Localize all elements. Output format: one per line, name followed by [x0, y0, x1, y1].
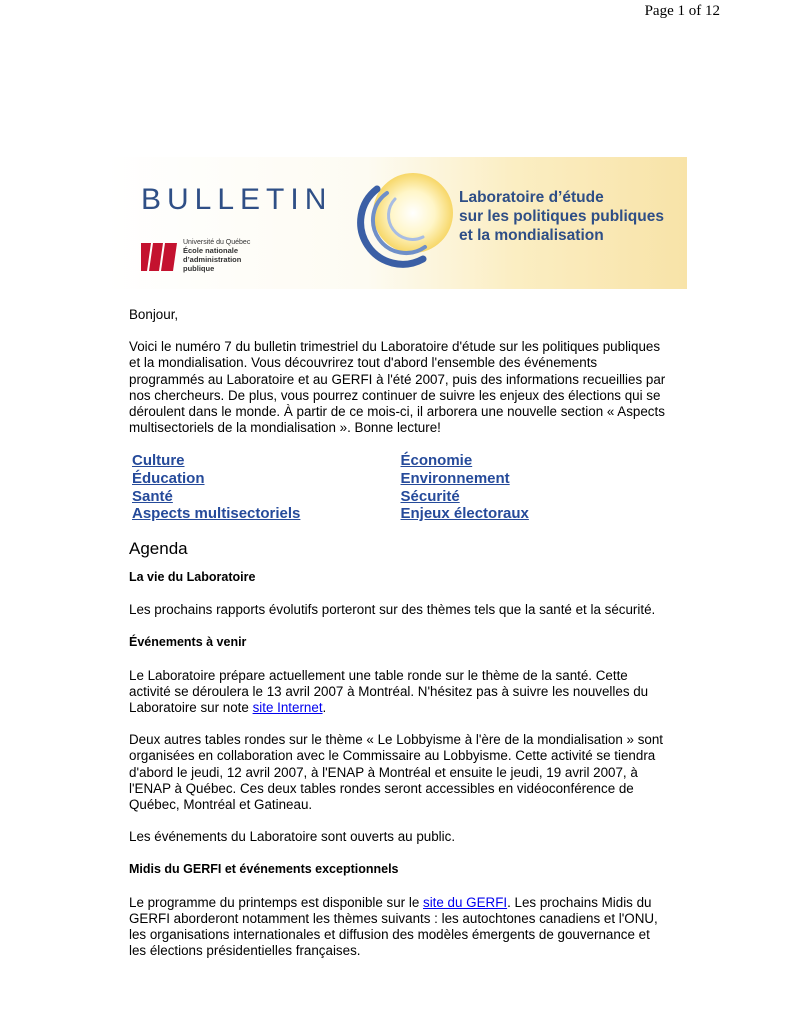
bulletin-title: BULLETIN [141, 183, 333, 216]
section-heading-midis-gerfi: Midis du GERFI et événements exceptionnels [129, 862, 399, 877]
greeting: Bonjour, [129, 307, 179, 322]
site-internet-link[interactable]: site Internet [252, 700, 323, 716]
link-enjeux-electoraux[interactable]: Enjeux électoraux [400, 505, 529, 523]
sun-logo-icon [353, 163, 463, 273]
link-economie[interactable]: Économie [400, 452, 473, 470]
agenda-title: Agenda [129, 538, 188, 558]
lab-name: Laboratoire d’étude sur les politiques publiques et la mondialisation [459, 189, 664, 244]
link-securite[interactable]: Sécurité [400, 487, 460, 505]
link-culture[interactable]: Culture [132, 452, 185, 470]
bulletin-content [129, 307, 669, 975]
section-heading-vie-laboratoire: La vie du Laboratoire [129, 570, 256, 584]
link-environnement[interactable]: Environnement [400, 470, 510, 488]
topic-links-left [132, 452, 401, 522]
link-sante[interactable]: Santé [132, 487, 173, 505]
page-number: Page 1 of 12 [644, 3, 720, 19]
section-heading-evenements: Événements à venir [129, 635, 247, 650]
intro-paragraph: Voici le numéro 7 du bulletin trimestriel du Laboratoire d'étude sur les politiques publiques et la mondialisation. Vous découvrirez tout d'abord l'ensemble des événements programmés au Laboratoire et au GERFI à l'été 2007, puis des informations recueillies par nos chercheurs. De plus, vous pourrez continuer de suivre les enjeux des élections qui se déroulent dans le monde. À partir de ce mois-ci, il arborera une nouvelle section « Aspects multisectoriels de la mondialisation ». Bonne lecture! [129, 339, 666, 436]
evenements-paragraph-1: Le Laboratoire prépare actuellement une table ronde sur le thème de la santé. Cette activité se déroulera le 13 avril 2007 à Montréal. N'hésitez pas à suivre les nouvelles du Laboratoire sur note site Internet. [129, 667, 649, 716]
link-aspects-multisectoriels[interactable]: Aspects multisectoriels [132, 505, 301, 523]
bulletin-banner [105, 157, 687, 289]
vie-laboratoire-text: Les prochains rapports évolutifs porteront sur des thèmes tels que la santé et la sécurité. [129, 602, 656, 618]
site-gerfi-link[interactable]: site du GERFI [423, 894, 508, 910]
evenements-paragraph-3: Les événements du Laboratoire sont ouverts au public. [129, 829, 456, 845]
evenements-paragraph-2: Deux autres tables rondes sur le thème « Le Lobbyisme à l'ère de la mondialisation » sont organisées en collaboration avec le Commissaire au Lobbyisme. Cette activité se tiendra d'abord le jeudi, 12 avril 2007, à l'ENAP à Montréal et ensuite le jeudi, 19 avril 2007, à l'ENAP à Québec. Ces deux tables rondes seront accessibles en vidéoconférence de Québec, Montréal et Gatineau. [129, 732, 664, 813]
link-education[interactable]: Éducation [132, 470, 205, 488]
enap-logo-text: Université du Québec École nationale d’administration publique [183, 239, 251, 273]
topic-links [132, 452, 669, 522]
topic-links-right [401, 452, 670, 522]
midis-gerfi-paragraph: Le programme du printemps est disponible sur le site du GERFI. Les prochains Midis du GERFI aborderont notamment les thèmes suivants : les autochtones canadiens et l'ONU, les organisations internationales et diffusion des modèles émergents de gouvernance et les élections présidentielles françaises. [129, 894, 658, 959]
